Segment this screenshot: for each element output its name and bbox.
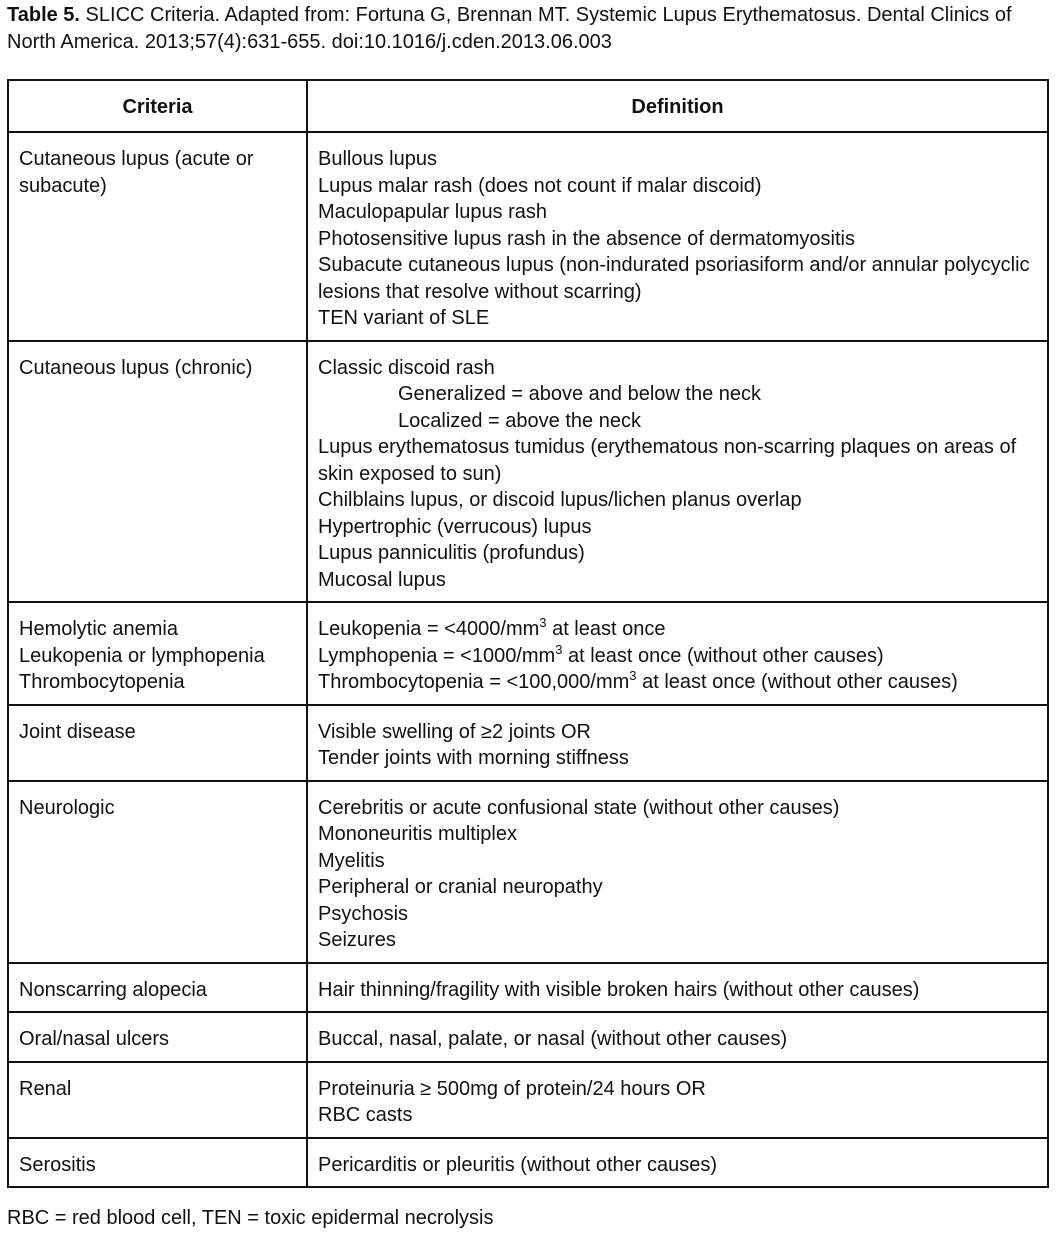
definition-line (318, 252, 1037, 305)
definition-text: Lupus malar rash (does not count if malar discoid) (318, 174, 762, 197)
criteria-cell (8, 1062, 307, 1138)
table-row (8, 963, 1048, 1013)
table-row (8, 781, 1048, 963)
definition-cell (307, 1138, 1048, 1188)
definition-line (318, 199, 1037, 226)
definition-text: Psychosis (318, 902, 409, 925)
definition-line (318, 434, 1037, 487)
table-row (8, 341, 1048, 603)
unit-superscript: 3 (629, 668, 637, 683)
definition-line (318, 408, 1037, 435)
definition-text-after: at least once (without other causes) (636, 671, 958, 693)
criteria-text: Hemolytic anemia (19, 618, 178, 640)
definition-line (318, 874, 1037, 901)
definition-text: Thrombocytopenia = <100,000/mm (318, 671, 630, 693)
criteria-cell (8, 341, 307, 603)
definition-cell (307, 132, 1048, 341)
criteria-text: Cutaneous lupus (acute or subacute) (19, 148, 254, 197)
definition-line (318, 643, 1037, 670)
definition-line (318, 540, 1037, 567)
table-row (8, 602, 1048, 705)
definition-text: Lupus erythematosus tumidus (erythematous non-scarring plaques on areas of skin exposed to sun) (318, 436, 1017, 485)
definition-text: Photosensitive lupus rash in the absence of dermatomyositis (318, 227, 855, 250)
table-row (8, 1138, 1048, 1188)
criteria-cell (8, 602, 307, 705)
definition-line (318, 514, 1037, 541)
criteria-cell (8, 1012, 307, 1062)
criteria-cell (8, 963, 307, 1013)
definition-text-after: at least once (without other causes) (562, 644, 884, 667)
definition-text: Classic discoid rash (318, 356, 495, 379)
definition-line (318, 226, 1037, 253)
table-row (8, 132, 1048, 341)
definition-line (318, 1026, 1037, 1053)
criteria-text: Serositis (19, 1153, 96, 1176)
definition-cell (307, 963, 1048, 1013)
definition-text: Mucosal lupus (318, 568, 446, 591)
definition-line (318, 669, 1037, 696)
definition-line (318, 173, 1037, 200)
definition-text: Buccal, nasal, palate, or nasal (without other causes) (318, 1028, 788, 1050)
criteria-text: Renal (19, 1077, 72, 1100)
definition-line (318, 381, 1037, 408)
definition-line (318, 616, 1037, 643)
criteria-text: Thrombocytopenia (19, 671, 185, 693)
definition-cell (307, 705, 1048, 781)
definition-text: RBC casts (318, 1104, 413, 1126)
definition-text: Peripheral or cranial neuropathy (318, 876, 603, 898)
definition-line (318, 305, 1037, 332)
header-definition: Definition (307, 80, 1048, 132)
definition-text: Bullous lupus (318, 148, 437, 170)
definition-text: Chilblains lupus, or discoid lupus/lichen planus overlap (318, 489, 802, 511)
definition-text: Seizures (318, 929, 396, 951)
definition-text: Hypertrophic (verrucous) lupus (318, 515, 592, 538)
definition-line (318, 487, 1037, 514)
definition-line (318, 795, 1037, 822)
table-row (8, 705, 1048, 781)
definition-text: Myelitis (318, 849, 385, 872)
definition-text: Proteinuria ≥ 500mg of protein/24 hours OR (318, 1077, 706, 1100)
definition-line (318, 901, 1037, 928)
unit-superscript: 3 (539, 615, 547, 630)
definition-text: Localized = above the neck (398, 409, 641, 432)
definition-cell (307, 602, 1048, 705)
criteria-text: Neurologic (19, 796, 115, 819)
definition-line (318, 821, 1037, 848)
definition-text: TEN variant of SLE (318, 307, 490, 329)
definition-line (318, 567, 1037, 594)
definition-line (318, 848, 1037, 875)
definition-text: Pericarditis or pleuritis (without other causes) (318, 1153, 718, 1176)
criteria-text: Nonscarring alopecia (19, 978, 207, 1001)
definition-line (318, 1102, 1037, 1129)
caption-label: Table 5. (7, 4, 80, 26)
criteria-cell (8, 781, 307, 963)
criteria-cell (8, 132, 307, 341)
definition-text: Lymphopenia = <1000/mm (318, 644, 556, 667)
definition-text: Cerebritis or acute confusional state (without other causes) (318, 796, 840, 819)
definition-text: Leukopenia = <4000/mm (318, 618, 540, 640)
table-row (8, 1012, 1048, 1062)
definition-cell (307, 341, 1048, 603)
definition-text: Generalized = above and below the neck (398, 383, 762, 405)
definition-line (318, 927, 1037, 954)
criteria-cell (8, 1138, 307, 1188)
table-body (8, 132, 1048, 1187)
caption-text: SLICC Criteria. Adapted from: Fortuna G, Brennan MT. Systemic Lupus Erythematosus. Dental Clinics of North America. 2013;57(4):631-655. doi:10.1016/j.cden.2013.06.003 (7, 4, 1012, 53)
criteria-text: Joint disease (19, 720, 136, 743)
definition-line (318, 977, 1037, 1004)
definition-line (318, 1152, 1037, 1179)
definition-text: Subacute cutaneous lupus (non-indurated psoriasiform and/or annular polycyclic lesions that resolve without scarring) (318, 254, 1030, 303)
table-footnote: RBC = red blood cell, TEN = toxic epidermal necrolysis (7, 1207, 494, 1229)
table-row (8, 1062, 1048, 1138)
definition-cell (307, 781, 1048, 963)
definition-cell (307, 1062, 1048, 1138)
definition-text-after: at least once (546, 618, 666, 640)
criteria-cell (8, 705, 307, 781)
criteria-text: Leukopenia or lymphopenia (19, 644, 265, 667)
slicc-criteria-table (7, 79, 1049, 1188)
definition-text: Visible swelling of ≥2 joints OR (318, 720, 591, 743)
definition-text: Maculopapular lupus rash (318, 201, 548, 223)
criteria-text: Cutaneous lupus (chronic) (19, 356, 253, 379)
definition-text: Hair thinning/fragility with visible broken hairs (without other causes) (318, 978, 920, 1001)
table-header-row (8, 80, 1048, 132)
table-caption (7, 2, 1047, 56)
unit-superscript: 3 (555, 641, 563, 657)
definition-line (318, 719, 1037, 746)
header-criteria: Criteria (8, 80, 307, 132)
definition-text: Tender joints with morning stiffness (318, 747, 629, 769)
definition-line (318, 355, 1037, 382)
definition-line (318, 745, 1037, 772)
definition-line (318, 1076, 1037, 1103)
criteria-text: Oral/nasal ulcers (19, 1028, 170, 1050)
definition-text: Lupus panniculitis (profundus) (318, 542, 585, 564)
definition-text: Mononeuritis multiplex (318, 823, 517, 845)
definition-cell (307, 1012, 1048, 1062)
definition-line (318, 146, 1037, 173)
